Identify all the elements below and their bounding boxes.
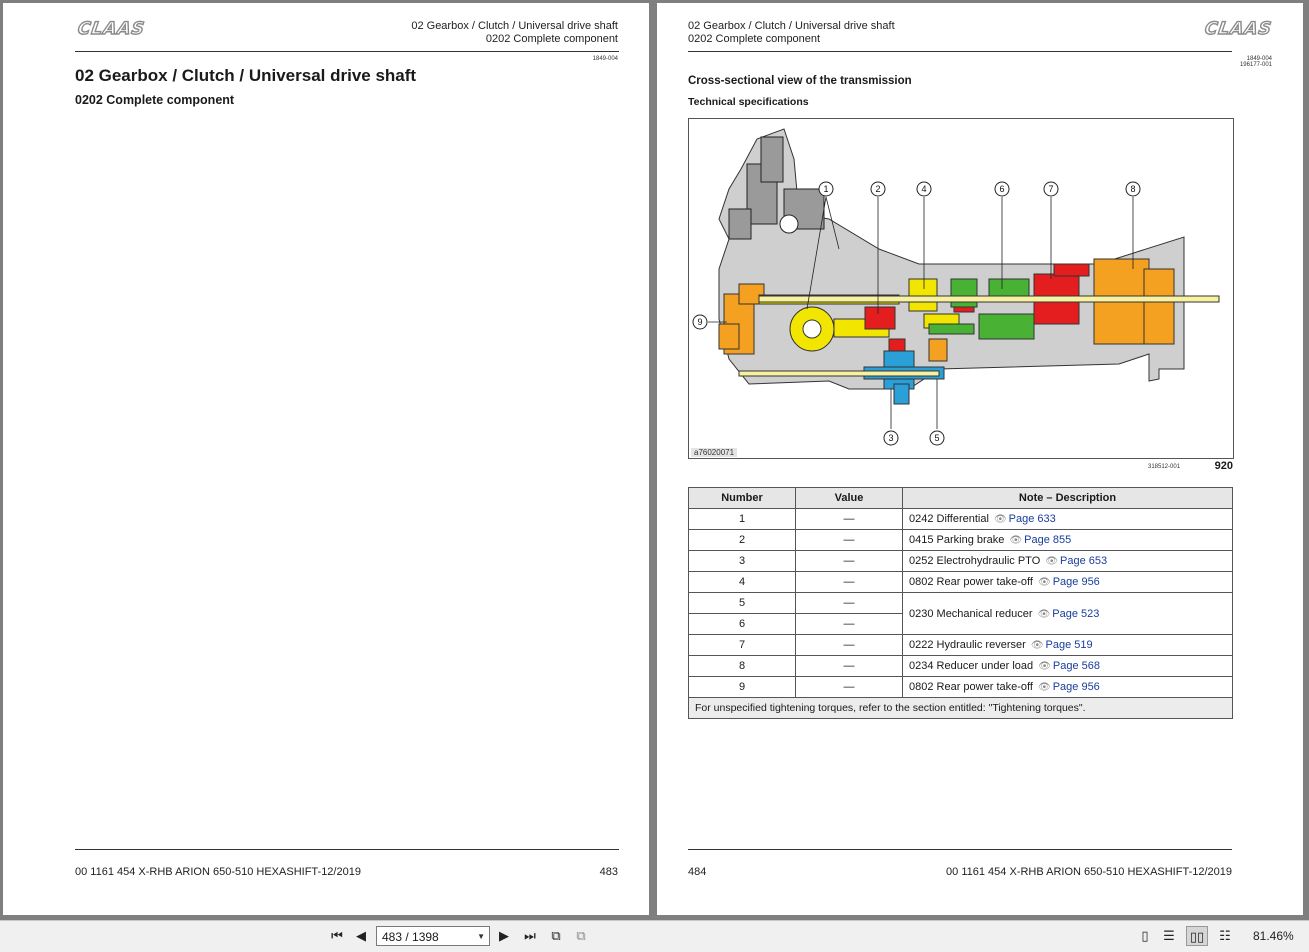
row-description xyxy=(903,656,1233,677)
row-number: 8 xyxy=(689,656,796,677)
single-page-view-icon[interactable]: ▯ xyxy=(1141,928,1149,943)
header-chapter: 02 Gearbox / Clutch / Universal drive shaft xyxy=(688,20,895,32)
eye-icon: 👁 xyxy=(1037,608,1051,620)
page-link[interactable]: Page 855 xyxy=(1024,534,1072,546)
row-value: — xyxy=(796,614,903,635)
page-link[interactable]: Page 519 xyxy=(1045,639,1093,651)
previous-page-icon[interactable]: ◀ xyxy=(356,928,366,943)
row-value: — xyxy=(796,551,903,572)
callout-label-9: 9 xyxy=(697,317,703,327)
footer-doc-id: 00 1161 454 X-RHB ARION 650-510 HEXASHIFT-12/2019 xyxy=(946,866,1232,878)
eye-icon: 👁 xyxy=(1009,535,1023,546)
chevron-down-icon: ▼ xyxy=(477,932,485,941)
row-number: 7 xyxy=(689,635,796,656)
callout-label-1: 1 xyxy=(823,184,829,194)
description-text: 0415 Parking brake xyxy=(909,534,1005,546)
row-number: 6 xyxy=(689,614,796,635)
viewer-toolbar xyxy=(0,920,1309,952)
footer-rule xyxy=(75,849,619,850)
callout-4 xyxy=(917,182,931,196)
row-value: — xyxy=(796,530,903,551)
description-text: 0252 Electrohydraulic PTO xyxy=(909,555,1041,567)
rotate-counterclockwise-icon[interactable]: ⧉ xyxy=(576,928,586,943)
row-number: 2 xyxy=(689,530,796,551)
row-number: 9 xyxy=(689,677,796,698)
eye-icon: 👁 xyxy=(1045,556,1059,567)
page-link[interactable]: Page 956 xyxy=(1052,681,1100,693)
header-rule xyxy=(75,51,619,52)
page-link[interactable]: Page 633 xyxy=(1008,513,1056,525)
row-description xyxy=(903,530,1233,551)
callout-8 xyxy=(1126,182,1140,196)
callout-label-4: 4 xyxy=(921,184,927,194)
row-value: — xyxy=(796,677,903,698)
transmission-cross-section-figure xyxy=(688,118,1234,459)
callout-label-6: 6 xyxy=(999,184,1005,194)
table-row xyxy=(689,656,1233,677)
callout-1 xyxy=(819,182,833,196)
row-description xyxy=(903,551,1233,572)
table-footnote-row xyxy=(689,698,1233,719)
description-text: 0234 Reducer under load xyxy=(909,660,1034,672)
header-chapter: 02 Gearbox / Clutch / Universal drive shaft xyxy=(411,20,618,32)
eye-icon: 👁 xyxy=(1038,682,1051,693)
description-text: 0230 Mechanical reducer xyxy=(909,607,1033,620)
page-link[interactable]: Page 956 xyxy=(1052,576,1100,588)
row-value: — xyxy=(796,656,903,677)
two-page-continuous-view-icon[interactable]: ☷ xyxy=(1219,928,1231,943)
table-row xyxy=(689,551,1233,572)
running-header xyxy=(688,20,895,46)
row-number: 5 xyxy=(689,593,796,614)
transmission-illustration xyxy=(689,119,1233,458)
right-page xyxy=(657,3,1303,915)
callout-label-8: 8 xyxy=(1130,184,1136,194)
eye-icon: 👁 xyxy=(1038,661,1051,672)
next-page-icon[interactable]: ▶ xyxy=(499,928,509,943)
doc-code-1: 1849-004 xyxy=(1246,56,1272,62)
table-row xyxy=(689,593,1233,614)
footer-doc-id: 00 1161 454 X-RHB ARION 650-510 HEXASHIFT-12/2019 xyxy=(75,866,361,878)
column-header-description: Note – Description xyxy=(903,488,1233,509)
row-value: — xyxy=(796,635,903,656)
row-value: — xyxy=(796,572,903,593)
page-number: 483 xyxy=(599,866,618,878)
table-row xyxy=(689,509,1233,530)
callout-3 xyxy=(884,431,898,445)
page-title: 02 Gearbox / Clutch / Universal drive shaft xyxy=(75,66,417,85)
doc-code: 1849-004 xyxy=(592,56,618,62)
two-page-view-icon[interactable]: ▯▯ xyxy=(1186,926,1208,946)
running-header xyxy=(411,20,618,46)
continuous-view-icon[interactable]: ☰ xyxy=(1163,928,1175,943)
table-row xyxy=(689,677,1233,698)
specification-table xyxy=(688,487,1233,719)
table-header-row xyxy=(689,488,1233,509)
row-description xyxy=(903,593,1233,635)
claas-logo: CLAAS xyxy=(76,19,147,39)
claas-logo: CLAAS xyxy=(1203,19,1274,39)
page-subtitle: 0202 Complete component xyxy=(75,93,235,107)
callout-label-3: 3 xyxy=(888,433,894,443)
last-page-icon[interactable]: ⏭ xyxy=(524,928,536,943)
table-row xyxy=(689,530,1233,551)
callout-5 xyxy=(930,431,944,445)
figure-number: 920 xyxy=(1214,460,1233,472)
page-number-select[interactable] xyxy=(376,926,490,946)
callout-9 xyxy=(693,315,707,329)
description-text: 0222 Hydraulic reverser xyxy=(909,639,1026,651)
doc-codes xyxy=(1240,56,1272,68)
callout-label-2: 2 xyxy=(875,184,881,194)
left-page xyxy=(3,3,649,915)
header-rule xyxy=(688,51,1232,52)
eye-icon: 👁 xyxy=(1030,640,1044,651)
row-description xyxy=(903,635,1233,656)
page-number: 484 xyxy=(688,866,707,878)
figure-reference: 318512-001 xyxy=(1148,464,1181,470)
page-link[interactable]: Page 568 xyxy=(1052,660,1101,672)
callout-2 xyxy=(871,182,885,196)
row-number: 3 xyxy=(689,551,796,572)
row-description xyxy=(903,677,1233,698)
row-description xyxy=(903,509,1233,530)
column-header-number: Number xyxy=(689,488,796,509)
footer-rule xyxy=(688,849,1232,850)
row-value: — xyxy=(796,593,903,614)
section-subtitle: Technical specifications xyxy=(688,96,809,108)
eye-icon: 👁 xyxy=(1038,577,1051,588)
row-description xyxy=(903,572,1233,593)
column-header-value: Value xyxy=(796,488,903,509)
row-value: — xyxy=(796,509,903,530)
row-number: 4 xyxy=(689,572,796,593)
table-row xyxy=(689,572,1233,593)
table-row xyxy=(689,635,1233,656)
tightening-torque-note: For unspecified tightening torques, refer to the section entitled: "Tightening torques". xyxy=(689,698,1233,719)
eye-icon: 👁 xyxy=(993,514,1007,525)
callout-6 xyxy=(995,182,1009,196)
doc-code-2: 196177-001 xyxy=(1239,62,1272,68)
first-page-icon[interactable]: ⏮ xyxy=(331,928,343,943)
header-section: 0202 Complete component xyxy=(688,33,821,45)
description-text: 0802 Rear power take-off xyxy=(909,576,1033,588)
zoom-level[interactable]: 81.46% xyxy=(1253,929,1294,943)
header-section: 0202 Complete component xyxy=(485,33,618,45)
page-link[interactable]: Page 523 xyxy=(1052,607,1100,620)
callout-label-7: 7 xyxy=(1048,184,1054,194)
page-indicator-text: 483 / 1398 xyxy=(382,930,439,944)
callout-label-5: 5 xyxy=(934,433,940,443)
row-number: 1 xyxy=(689,509,796,530)
page-link[interactable]: Page 653 xyxy=(1060,555,1108,567)
description-text: 0802 Rear power take-off xyxy=(909,681,1033,693)
figure-image-code: a76020071 xyxy=(691,448,737,457)
callout-7 xyxy=(1044,182,1058,196)
description-text: 0242 Differential xyxy=(909,513,989,525)
section-title: Cross-sectional view of the transmission xyxy=(688,75,912,87)
rotate-clockwise-icon[interactable]: ⧉ xyxy=(551,928,561,943)
